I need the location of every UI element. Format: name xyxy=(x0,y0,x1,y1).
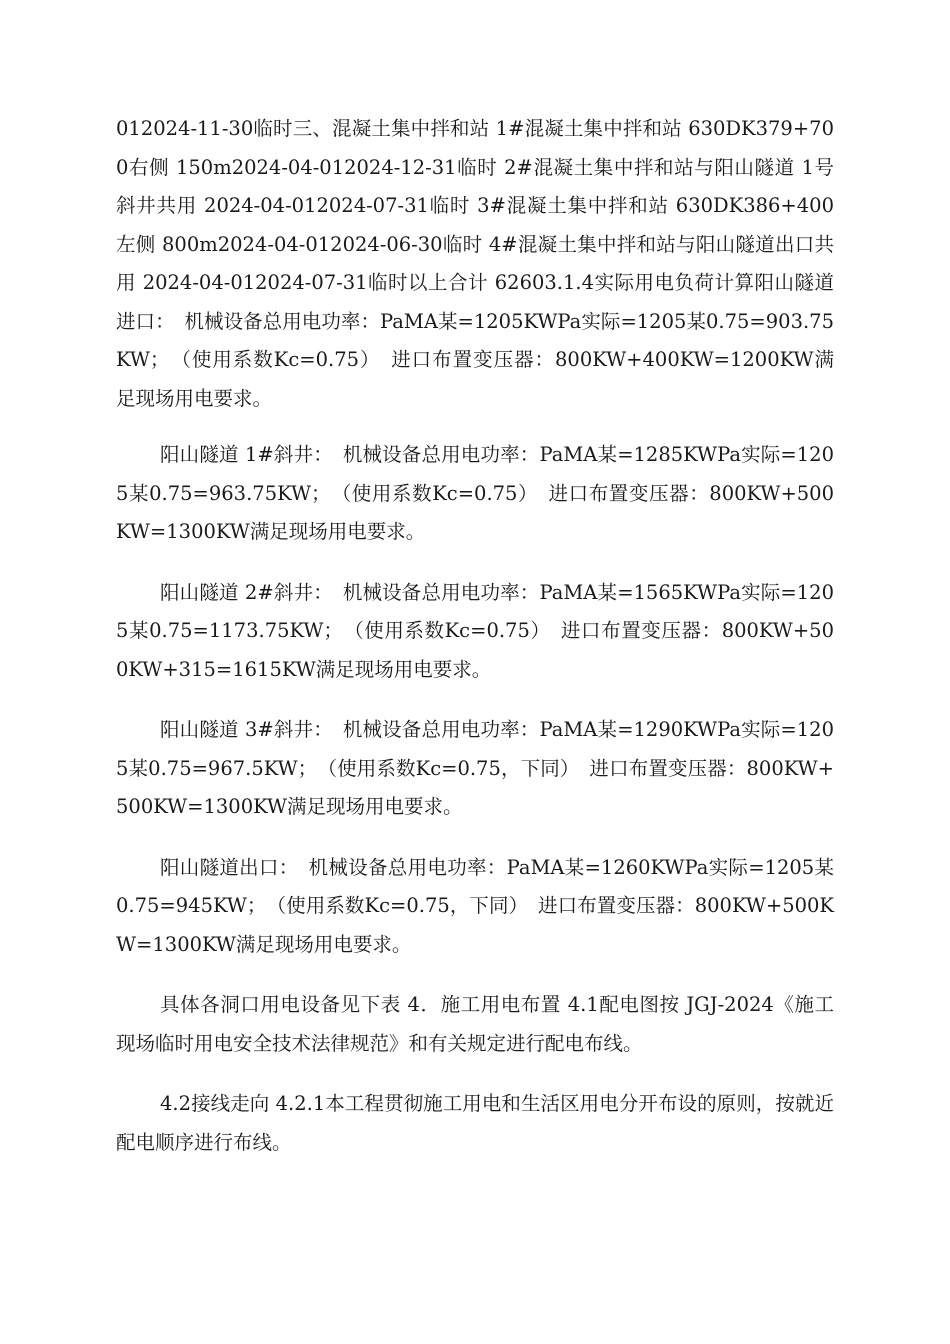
paragraph-incline-shaft-1: 阳山隧道 1#斜井： 机械设备总用电功率：PaMA某=1285KWPa实际=1205某0.75=963.75KW； （使用系数Kc=0.75） 进口布置变压器：800KW+500KW=1300KW满足现场用电要求。 xyxy=(116,443,834,543)
paragraph-wiring-direction: 4.2接线走向 4.2.1本工程贯彻施工用电和生活区用电分开布设的原则，按就近配电顺序进行布线。 xyxy=(116,1092,834,1154)
paragraph-incline-shaft-3: 阳山隧道 3#斜井： 机械设备总用电功率：PaMA某=1290KWPa实际=1205某0.75=967.5KW； （使用系数Kc=0.75，下同） 进口布置变压器：800KW+500KW=1300KW满足现场用电要求。 xyxy=(116,718,834,818)
paragraph-facilities-and-inlet-load: 012024-11-30临时三、混凝土集中拌和站 1#混凝土集中拌和站 630DK379+700右侧 150m2024-04-012024-12-31临时 2#混凝土集中拌和站与阳山隧道 1号斜井共用 2024-04-012024-07-31临时 3#混凝土集中拌和站 630DK386+400左侧 800m2024-04-012024-06-30临时 4#混凝土集中拌和站与阳山隧道出口共用 2024-04-012024-07-31临时以上合计 62603.1.4实际用电负荷计算阳山隧道进口： 机械设备总用电功率：PaMA某=1205KWPa实际=1205某0.75=903.75KW； （使用系数Kc=0.75） 进口布置变压器：800KW+400KW=1200KW满足现场用电要求。 xyxy=(116,117,834,410)
paragraph-tunnel-outlet: 阳山隧道出口： 机械设备总用电功率：PaMA某=1260KWPa实际=1205某0.75=945KW； （使用系数Kc=0.75，下同） 进口布置变压器：800KW+500KW=1300KW满足现场用电要求。 xyxy=(116,855,834,956)
paragraph-incline-shaft-2: 阳山隧道 2#斜井： 机械设备总用电功率：PaMA某=1565KWPa实际=1205某0.75=1173.75KW； （使用系数Kc=0.75） 进口布置变压器：800KW+500KW+315=1615KW满足现场用电要求。 xyxy=(116,580,834,681)
paragraph-power-layout: 具体各洞口用电设备见下表 4．施工用电布置 4.1配电图按 JGJ-2024《施工现场临时用电安全技术法律规范》和有关规定进行配电布线。 xyxy=(116,993,834,1055)
document-body xyxy=(116,110,834,1184)
